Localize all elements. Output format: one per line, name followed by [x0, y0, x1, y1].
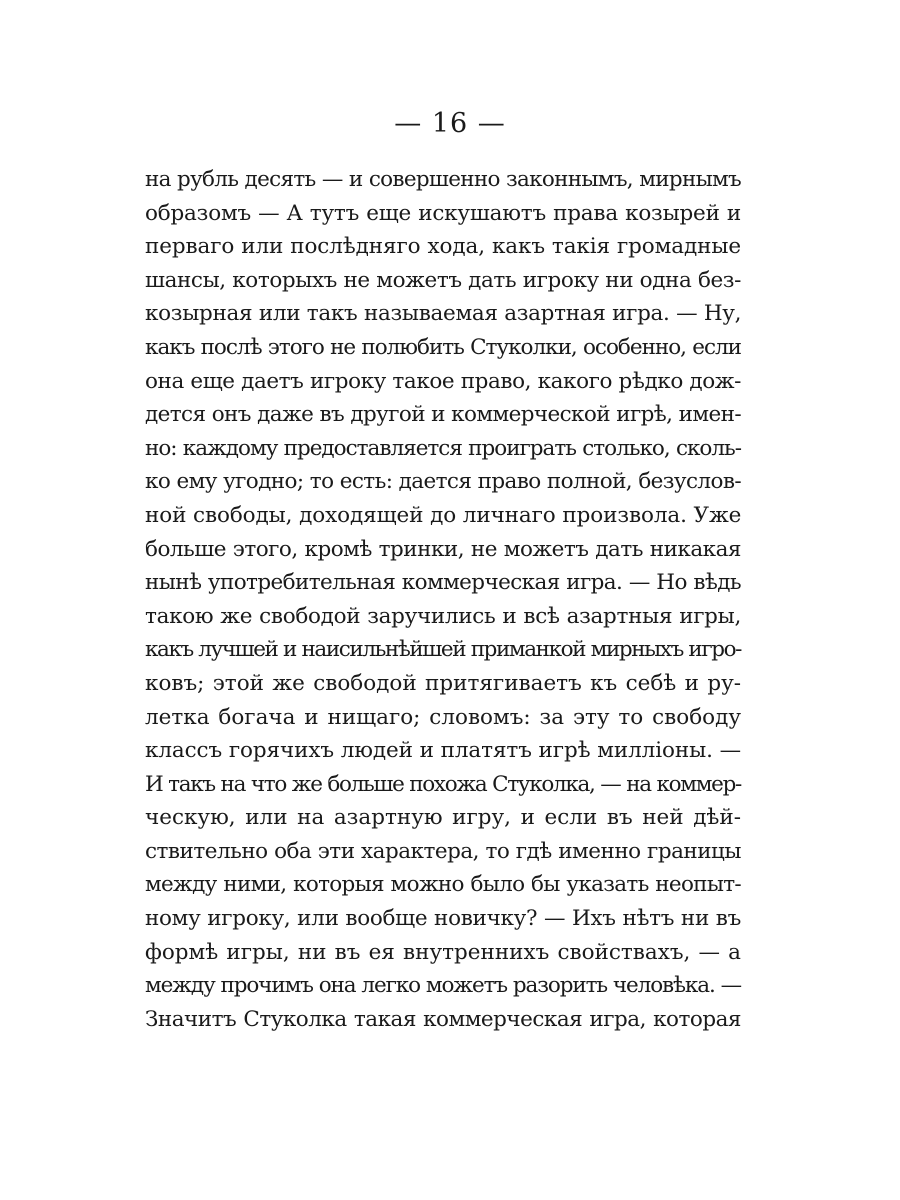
text-line: какъ лучшей и наисильнѣйшей приманкой мирныхъ игро-: [145, 637, 741, 663]
text-line: ной свободы, доходящей до личнаго произвола. Уже: [145, 502, 742, 528]
text-line: на рубль десять — и совершенно законнымъ, мирнымъ: [145, 167, 741, 192]
text-line: но: каждому предоставляется проиграть столько, сколь-: [145, 435, 741, 461]
text-line: ковъ; этой же свободой притягиваетъ къ себѣ и ру-: [145, 670, 741, 696]
text-line: перваго или послѣдняго хода, какъ такія громадные: [145, 234, 741, 260]
text-line: нынѣ употребительная коммерческая игра. — Но вѣдь: [145, 570, 741, 596]
text-line: больше этого, кромѣ тринки, не можетъ дать никакая: [145, 536, 741, 562]
text-line: какъ послѣ этого не полюбить Стуколки, особенно, если: [145, 334, 741, 360]
text-line: козырная или такъ называемая азартная игра. — Ну,: [145, 301, 742, 327]
text-line: шансы, которыхъ не можетъ дать игроку ни одна без-: [145, 267, 741, 293]
text-line: летка богача и нищаго; словомъ: за эту то свободу: [145, 704, 741, 730]
body-text: [145, 163, 741, 1036]
text-line: такою же свободой заручились и всѣ азартныя игры,: [145, 603, 741, 629]
text-line: формѣ игры, ни въ ея внутреннихъ свойствахъ, — а: [145, 939, 741, 965]
text-line: ному игроку, или вообще новичку? — Ихъ нѣтъ ни въ: [145, 906, 741, 932]
text-line: ческую, или на азартную игру, и если въ ней дѣй-: [145, 805, 741, 831]
text-line: классъ горячихъ людей и платятъ игрѣ милліоны. —: [145, 738, 741, 764]
text-line: И такъ на что же больше похожа Стуколка, — на коммер-: [145, 771, 741, 797]
text-line: дется онъ даже въ другой и коммерческой игрѣ, имен-: [145, 402, 741, 428]
text-line: она еще даетъ игроку такое право, какого рѣдко дож-: [145, 368, 741, 394]
text-line: ствительно оба эти характера, то гдѣ именно границы: [145, 838, 741, 864]
page-number: — 16 —: [394, 108, 506, 139]
text-line: между ними, которыя можно было бы указать неопыт-: [145, 872, 741, 898]
text-line: ко ему угодно; то есть: дается право полной, безуслов-: [145, 469, 741, 495]
text-line: образомъ — А тутъ еще искушаютъ права козырей и: [145, 200, 741, 226]
text-line: между прочимъ она легко можетъ разорить человѣка. —: [145, 973, 741, 999]
text-line: Значитъ Стуколка такая коммерческая игра, которая: [145, 1006, 741, 1032]
